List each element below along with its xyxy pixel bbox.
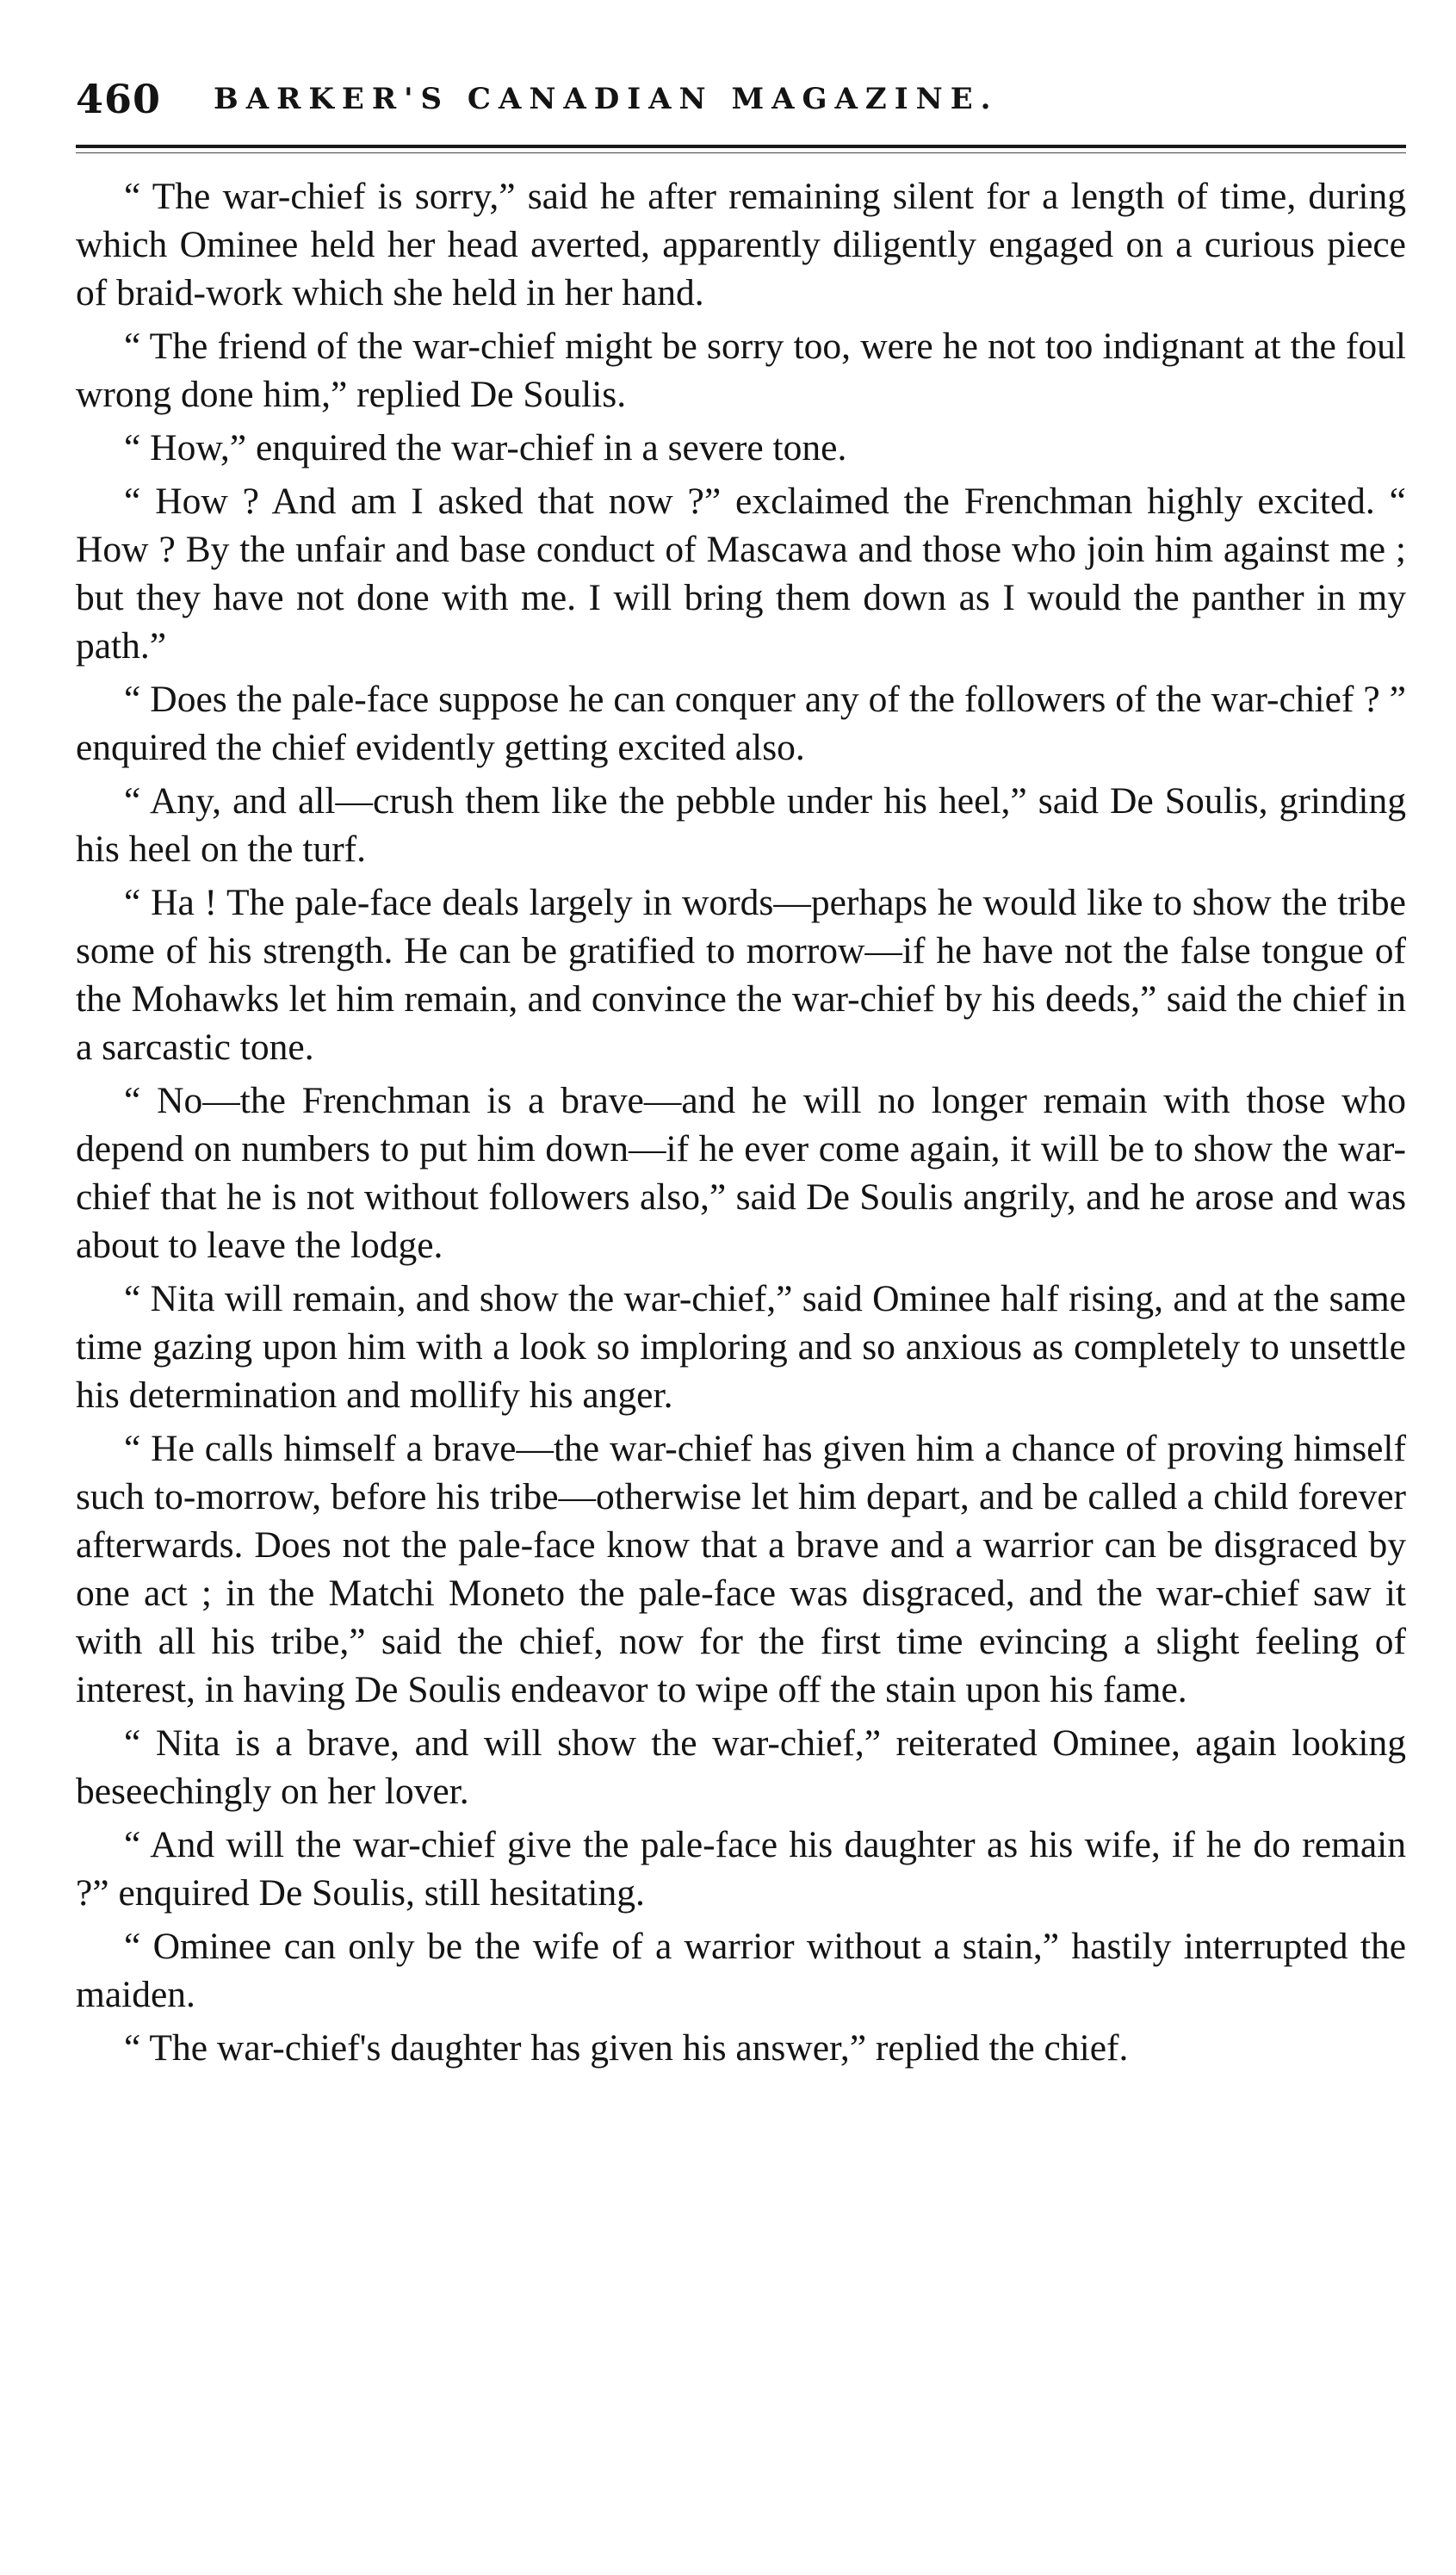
paragraph: “ Does the pale-face suppose he can conquer any of the followers of the war-chief ? ” enquired the chief evidently getting excited also. <box>76 679 1406 768</box>
paragraph: “ The friend of the war-chief might be sorry too, were he not too indignant at the foul wrong done him,” replied De Soulis. <box>76 326 1406 415</box>
paragraph: “ Nita will remain, and show the war-chief,” said Ominee half rising, and at the same time gazing upon him with a look so imploring and so anxious as completely to unsettle his determination and mollify his anger. <box>76 1278 1406 1416</box>
paragraph: “ He calls himself a brave—the war-chief has given him a chance of proving himself such to-morrow, before his tribe—otherwise let him depart, and be called a child forever afterwards. Does not the pale-face know that a brave and a warrior can be disgraced by one act ; in the Matchi Moneto the pale-face was disgraced, and the war-chief saw it with all his tribe,” said the chief, now for the first time evincing a slight feeling of interest, in having De Soulis endeavor to wipe off the stain upon his fame. <box>76 1428 1406 1710</box>
body-text <box>76 172 1406 2072</box>
running-head: BARKER'S CANADIAN MAGAZINE. <box>214 82 999 116</box>
paragraph: “ The war-chief is sorry,” said he after remaining silent for a length of time, during which Ominee held her head averted, apparently diligently engaged on a curious piece of braid-work which she held in her hand. <box>76 176 1406 313</box>
paragraph: “ And will the war-chief give the pale-face his daughter as his wife, if he do remain ?” enquired De Soulis, still hesitating. <box>76 1824 1406 1914</box>
paragraph: “ How ? And am I asked that now ?” exclaimed the Frenchman highly excited. “ How ? By the unfair and base conduct of Mascawa and those who join him against me ; but they have not done with me. I will bring them down as I would the panther in my path.” <box>76 481 1406 667</box>
paragraph: “ Any, and all—crush them like the pebble under his heel,” said De Soulis, grinding his heel on the turf. <box>76 780 1406 870</box>
paragraph: “ Nita is a brave, and will show the war-chief,” reiterated Ominee, again looking beseechingly on her lover. <box>76 1722 1406 1812</box>
paragraph: “ The war-chief's daughter has given his answer,” replied the chief. <box>124 2027 1129 2069</box>
header-rule <box>76 145 1406 153</box>
page-number: 460 <box>76 76 162 122</box>
paragraph: “ How,” enquired the war-chief in a severe tone. <box>124 427 847 468</box>
magazine-page <box>76 60 1406 2541</box>
paragraph: “ Ha ! The pale-face deals largely in words—perhaps he would like to show the tribe some of his strength. He can be gratified to morrow—if he have not the false tongue of the Mohawks let him remain, and convince the war-chief by his deeds,” said the chief in a sarcastic tone. <box>76 882 1406 1068</box>
page-header <box>76 60 1406 138</box>
paragraph: “ No—the Frenchman is a brave—and he will no longer remain with those who depend on numbers to put him down—if he ever come again, it will be to show the war-chief that he is not without followers also,” said De Soulis angrily, and he arose and was about to leave the lodge. <box>76 1080 1406 1266</box>
paragraph: “ Ominee can only be the wife of a warrior without a stain,” hastily interrupted the maiden. <box>76 1926 1406 2015</box>
